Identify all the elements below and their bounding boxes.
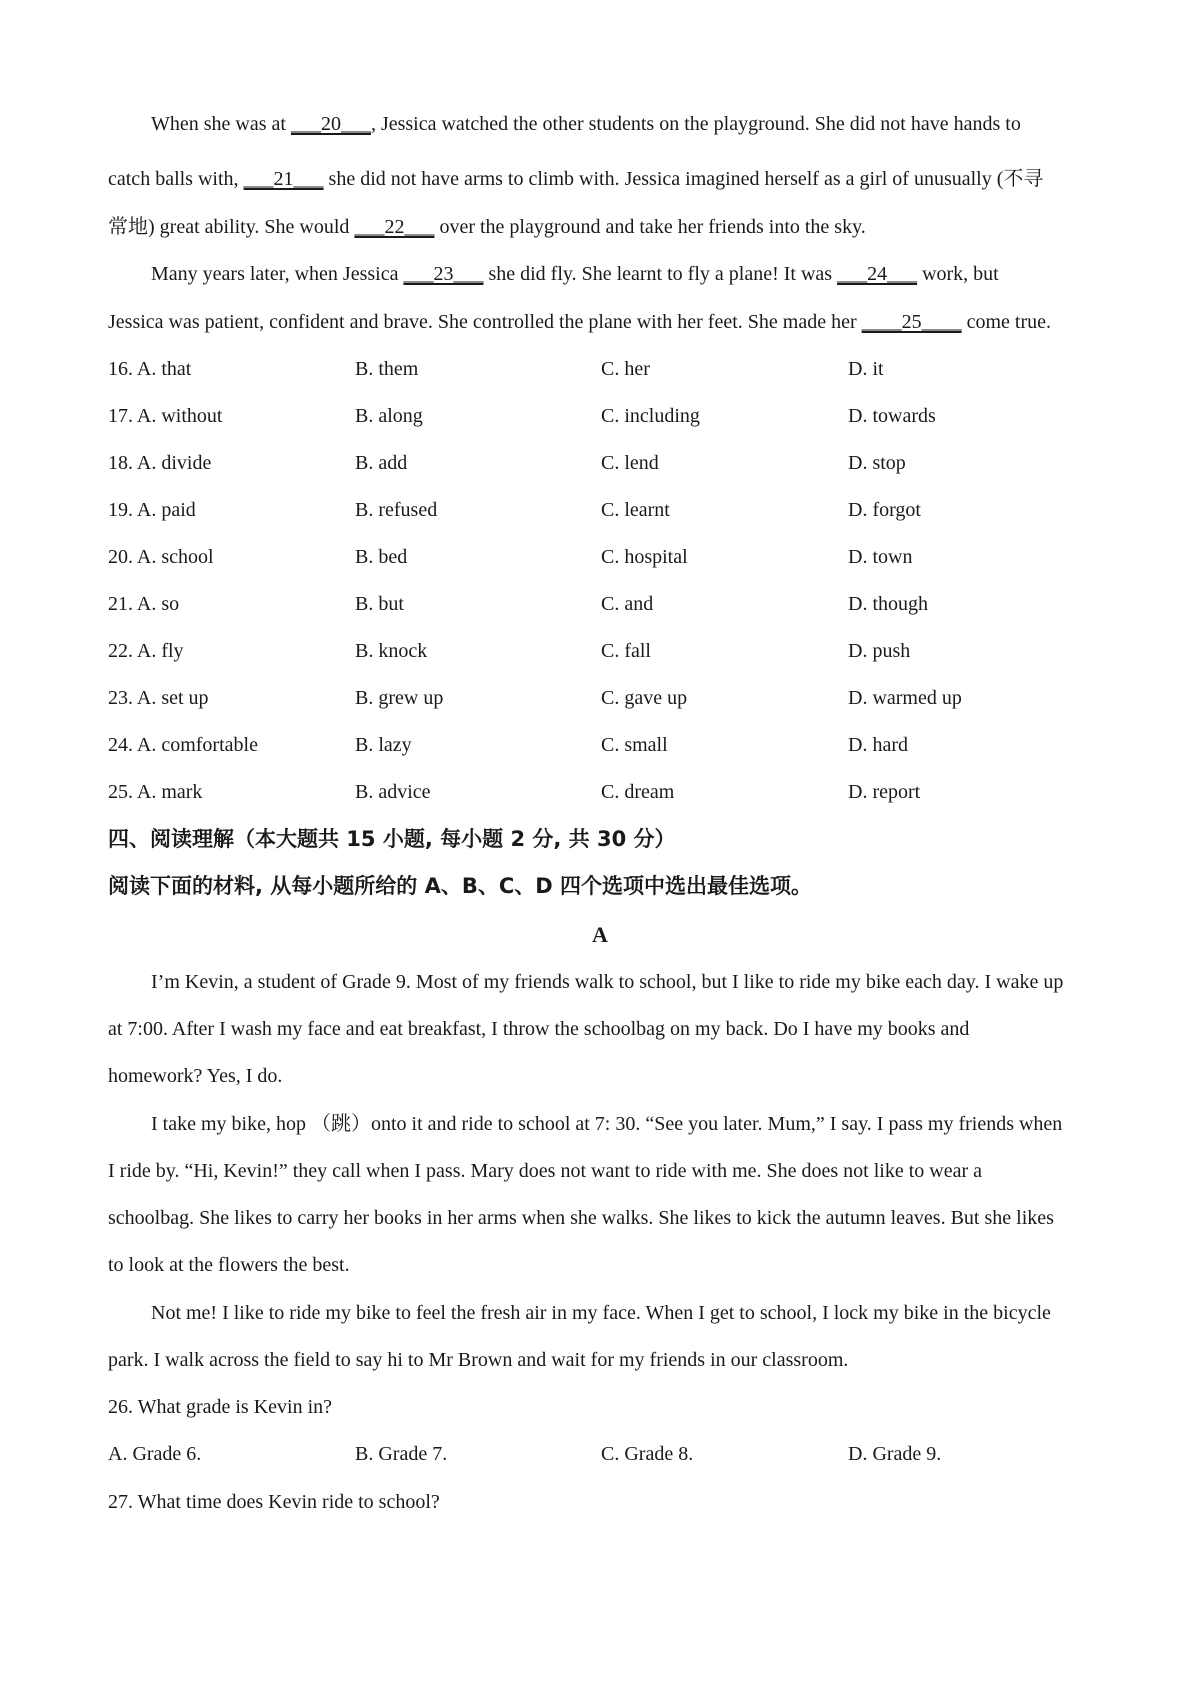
text: she did fly. She learnt to fly a plane! It was — [483, 263, 838, 285]
question-row-16 — [108, 356, 1098, 382]
passage-line: at 7:00. After I wash my face and eat breakfast, I throw the schoolbag on my back. Do I have my books and — [108, 1018, 970, 1040]
option-b: B. advice — [355, 781, 431, 803]
question-row-17 — [108, 403, 1098, 429]
option-a: 22. A. fly — [108, 640, 184, 662]
cloze-line-5 — [108, 309, 1098, 335]
section-instruction: 阅读下面的材料, 从每小题所给的 A、B、C、D 四个选项中选出最佳选项。 — [108, 874, 813, 898]
blank-25: ____25____ — [861, 311, 962, 333]
option-a: A. Grade 6. — [108, 1443, 202, 1465]
option-b: B. Grade 7. — [355, 1443, 448, 1465]
option-d: D. warmed up — [848, 687, 962, 709]
question-row-20 — [108, 544, 1098, 570]
option-b: B. them — [355, 358, 419, 380]
passage-title: A — [592, 922, 608, 947]
option-b: B. grew up — [355, 687, 444, 709]
section-heading: 四、阅读理解（本大题共 15 小题, 每小题 2 分, 共 30 分） — [108, 827, 676, 851]
text: When she was at — [151, 113, 291, 135]
passage-line: I’m Kevin, a student of Grade 9. Most of my friends walk to school, but I like to ride my bike each day. I wake up — [151, 971, 1064, 993]
cloze-line-1 — [151, 111, 1098, 137]
option-d: D. hard — [848, 734, 908, 756]
blank-20: ___20___ — [290, 113, 371, 135]
option-a: 16. A. that — [108, 358, 192, 380]
option-d: D. town — [848, 546, 913, 568]
question-row-24 — [108, 732, 1098, 758]
option-a: 17. A. without — [108, 405, 223, 427]
option-d: D. report — [848, 781, 921, 803]
cloze-line-4 — [151, 261, 1098, 287]
cloze-line-3 — [108, 214, 1098, 240]
text: , Jessica watched the other students on the playground. She did not have hands to — [370, 113, 1021, 135]
passage-line: homework? Yes, I do. — [108, 1065, 283, 1087]
question-row-19 — [108, 497, 1098, 523]
blank-22: ___22___ — [354, 216, 435, 238]
text: work, but — [917, 263, 999, 285]
question-row-25 — [108, 779, 1098, 805]
option-b: B. lazy — [355, 734, 412, 756]
option-b: B. but — [355, 593, 404, 615]
text: Many years later, when Jessica — [151, 263, 404, 285]
question-row-21 — [108, 591, 1098, 617]
option-c: C. dream — [601, 781, 675, 803]
question-26-stem: 26. What grade is Kevin in? — [108, 1396, 333, 1418]
option-c: C. small — [601, 734, 668, 756]
text: Jessica was patient, confident and brave. She controlled the plane with her feet. She made her — [108, 311, 862, 333]
option-a: 25. A. mark — [108, 781, 203, 803]
text: 常地) great ability. She would — [108, 216, 355, 238]
option-b: B. along — [355, 405, 423, 427]
passage-line: Not me! I like to ride my bike to feel the fresh air in my face. When I get to school, I lock my bike in the bicycle — [151, 1302, 1051, 1324]
option-c: C. including — [601, 405, 700, 427]
option-a: 20. A. school — [108, 546, 214, 568]
option-c: C. gave up — [601, 687, 688, 709]
blank-24: ___24___ — [837, 263, 918, 285]
text: catch balls with, — [108, 168, 244, 190]
passage-line: I ride by. “Hi, Kevin!” they call when I pass. Mary does not want to ride with me. She does not like to wear a — [108, 1160, 983, 1182]
blank-21: ___21___ — [243, 168, 324, 190]
option-b: B. refused — [355, 499, 438, 521]
option-c: C. learnt — [601, 499, 670, 521]
option-d: D. though — [848, 593, 928, 615]
question-row-22 — [108, 638, 1098, 664]
option-c: C. lend — [601, 452, 659, 474]
option-b: B. knock — [355, 640, 428, 662]
option-b: B. add — [355, 452, 408, 474]
option-c: C. and — [601, 593, 654, 615]
option-a: 23. A. set up — [108, 687, 209, 709]
blank-23: ___23___ — [403, 263, 484, 285]
option-d: D. Grade 9. — [848, 1443, 942, 1465]
option-a: 19. A. paid — [108, 499, 196, 521]
passage-line: to look at the flowers the best. — [108, 1254, 350, 1276]
option-d: D. it — [848, 358, 884, 380]
option-d: D. towards — [848, 405, 936, 427]
passage-line: park. I walk across the field to say hi to Mr Brown and wait for my friends in our classroom. — [108, 1349, 849, 1371]
option-b: B. bed — [355, 546, 408, 568]
option-a: 24. A. comfortable — [108, 734, 258, 756]
passage-line: schoolbag. She likes to carry her books in her arms when she walks. She likes to kick the autumn leaves. But she likes — [108, 1207, 1054, 1229]
text: she did not have arms to climb with. Jessica imagined herself as a girl of unusually (不寻 — [323, 168, 1044, 190]
option-d: D. push — [848, 640, 911, 662]
option-d: D. forgot — [848, 499, 921, 521]
text: over the playground and take her friends into the sky. — [434, 216, 866, 238]
option-a: 21. A. so — [108, 593, 180, 615]
option-c: C. her — [601, 358, 650, 380]
passage-line: I take my bike, hop （跳）onto it and ride to school at 7: 30. “See you later. Mum,” I say. I pass my friends when — [151, 1113, 1063, 1135]
option-c: C. fall — [601, 640, 651, 662]
question-26-options — [108, 1441, 1098, 1467]
option-c: C. hospital — [601, 546, 688, 568]
option-a: 18. A. divide — [108, 452, 212, 474]
option-d: D. stop — [848, 452, 906, 474]
question-row-18 — [108, 450, 1098, 476]
question-27-stem: 27. What time does Kevin ride to school? — [108, 1491, 440, 1513]
question-row-23 — [108, 685, 1098, 711]
text: come true. — [961, 311, 1052, 333]
option-c: C. Grade 8. — [601, 1443, 694, 1465]
cloze-line-2 — [108, 166, 1098, 192]
